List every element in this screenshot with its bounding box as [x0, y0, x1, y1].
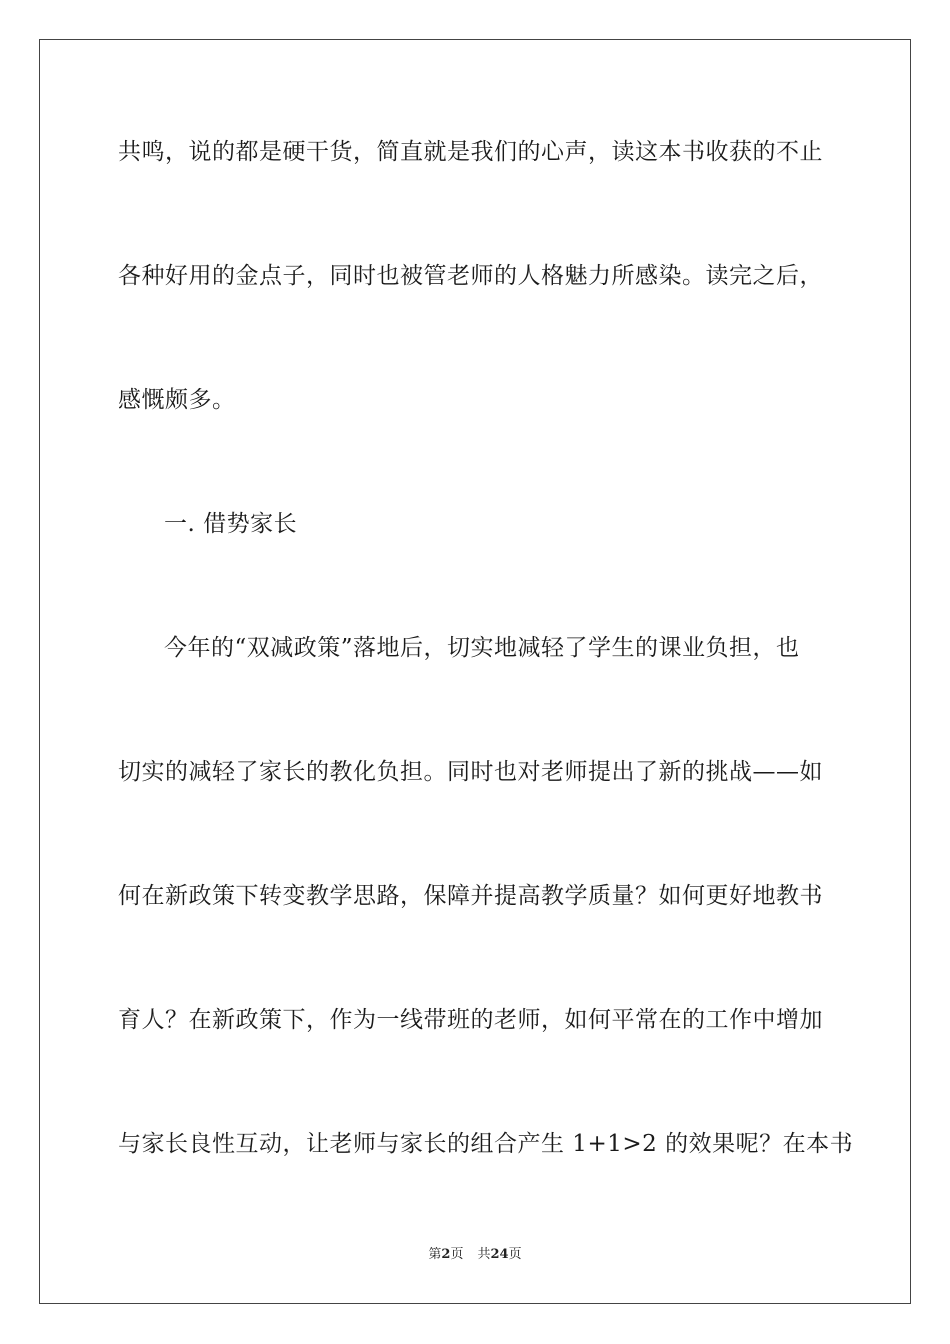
page-prefix: 第	[428, 1247, 442, 1262]
page-footer	[0, 1246, 950, 1264]
text-line: 切实的减轻了家长的教化负担。同时也对老师提出了新的挑战——如	[118, 759, 823, 785]
page-suffix: 页	[450, 1247, 464, 1262]
page-number: 2	[441, 1247, 451, 1262]
text-line: 何在新政策下转变教学思路，保障并提高教学质量？如何更好地教书	[118, 883, 823, 909]
total-suffix: 页	[508, 1247, 522, 1262]
text-line: 各种好用的金点子，同时也被管老师的人格魅力所感染。读完之后，	[118, 263, 823, 289]
total-pages: 24	[490, 1247, 509, 1262]
text-line: 感慨颇多。	[118, 387, 236, 413]
page-border	[39, 39, 911, 1304]
text-line: 育人？在新政策下，作为一线带班的老师，如何平常在的工作中增加	[118, 1007, 823, 1033]
section-heading: 一. 借势家长	[164, 511, 298, 537]
text-line: 与家长良性互动，让老师与家长的组合产生 1+1>2 的效果呢？在本书	[118, 1131, 854, 1157]
text-line: 共鸣，说的都是硬干货，简直就是我们的心声，读这本书收获的不止	[118, 139, 823, 165]
total-prefix: 共	[477, 1247, 491, 1262]
text-line: 今年的“双减政策”落地后，切实地减轻了学生的课业负担，也	[164, 635, 800, 661]
